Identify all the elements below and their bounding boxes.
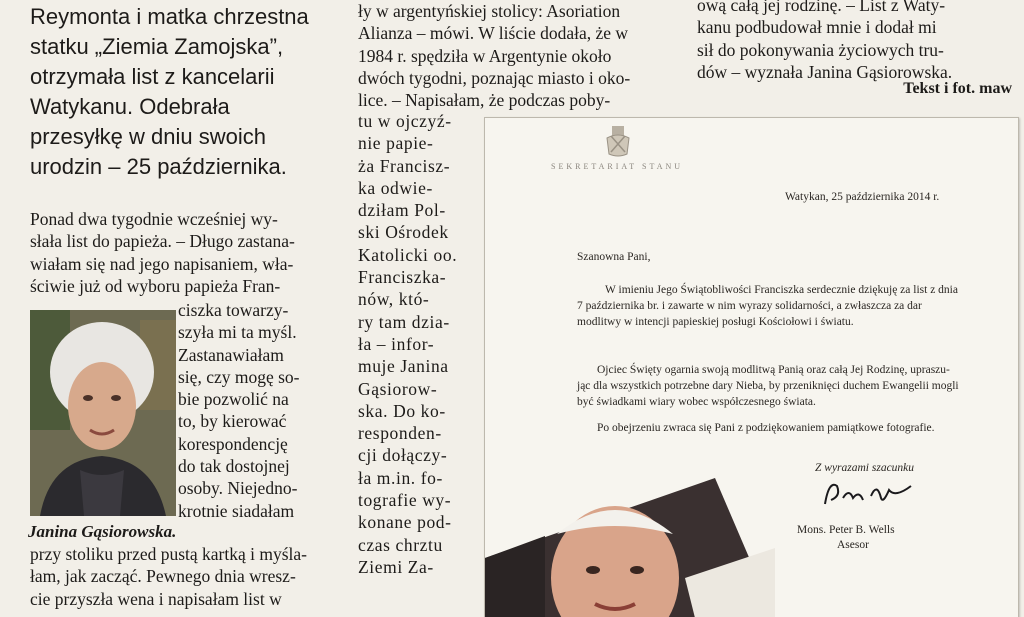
- text-line: do tak dostojnej: [178, 456, 290, 477]
- lead-line: statku „Ziemia Zamojska”,: [30, 34, 284, 59]
- text-line: ciszka towarzy-: [178, 300, 289, 320]
- text-line: korespondencję: [178, 433, 288, 454]
- text-line: słała list do papieża. – Długo zastana-: [30, 231, 295, 252]
- text-line: Ponad dwa tygodnie wcześniej wy-: [30, 209, 278, 229]
- text-line: łam, jak zacząć. Pewnego dnia wresz-: [30, 566, 296, 587]
- text-line: ła – infor-: [358, 333, 435, 354]
- text-line: Zastanawiałam: [178, 344, 284, 365]
- column-2-narrow-text: [358, 110, 470, 578]
- text-line: cie przyszła wena i napisałam list w: [30, 588, 282, 609]
- column-1-narrow-text: [178, 299, 343, 522]
- text-line: to, by kierować: [178, 411, 287, 432]
- lead-paragraph: [30, 2, 335, 182]
- text-line: ka odwie-: [358, 177, 433, 198]
- text-line: Franciszka-: [358, 267, 447, 288]
- lead-line: otrzymała list z kancelarii: [30, 64, 275, 89]
- letter-office: SEKRETARIAT STANU: [551, 162, 684, 171]
- text-line: czas chrztu: [358, 534, 443, 555]
- signature-icon: [819, 476, 919, 512]
- letter-line: 7 października br. i zawarte w nim wyrazy solidarności, a zwłaszcza za dar: [577, 300, 922, 312]
- text-line: tografie wy-: [358, 490, 452, 511]
- text-line: Alianza – mówi. W liście dodała, że w: [358, 23, 629, 44]
- portrait-photo: [30, 310, 176, 516]
- letter-line: jąc dla wszystkich potrzebne dary Nieba, by przeniknięci duchem Ewangelii mogli: [577, 380, 959, 392]
- text-line: Katolicki oo.: [358, 244, 458, 265]
- column-3-text: [697, 0, 1015, 83]
- lead-line: przesyłkę w dniu swoich: [30, 124, 266, 149]
- lead-line: urodzin – 25 października.: [30, 154, 287, 179]
- pope-figure: [485, 478, 775, 617]
- text-line: sił do pokonywania życiowych tru-: [697, 39, 944, 60]
- text-line: dów – wyznała Janina Gąsiorowska.: [697, 61, 953, 82]
- text-line: cji dołączy-: [358, 445, 448, 466]
- text-line: szyła mi ta myśl.: [178, 322, 297, 343]
- text-line: wiałam się nad jego napisaniem, wła-: [30, 253, 294, 274]
- letter-signer: Mons. Peter B. Wells: [797, 524, 895, 536]
- column-2-top-text: [358, 0, 678, 111]
- column-1-text: [30, 208, 342, 297]
- text-line: Ziemi Za-: [358, 556, 434, 577]
- text-line: przy stoliku przed pustą kartką i myśla-: [30, 544, 308, 564]
- letter-closing: Z wyrazami szacunku: [815, 462, 915, 474]
- text-line: ska. Do ko-: [358, 400, 446, 421]
- text-line: ową całą jej rodzinę. – List z Waty-: [697, 0, 946, 15]
- text-line: kanu podbudował mnie i dodał mi: [697, 17, 937, 38]
- text-line: 1984 r. spędziła w Argentynie około: [358, 45, 612, 66]
- vatican-letter: [484, 117, 1019, 617]
- text-line: ski Ośrodek: [358, 222, 449, 243]
- author-credit: Tekst i fot. maw: [903, 80, 1012, 97]
- letter-paragraph-3: Po obejrzeniu zwraca się Pani z podziękowaniem pamiątkowe fotografie.: [597, 422, 935, 434]
- text-line: lice. – Napisałam, że podczas poby-: [358, 90, 611, 111]
- text-line: się, czy mogę so-: [178, 366, 300, 387]
- letter-date: Watykan, 25 października 2014 r.: [785, 191, 940, 203]
- text-line: krotnie siadałam: [178, 500, 295, 521]
- lead-line: Reymonta i matka chrzestna: [30, 4, 309, 29]
- text-line: ła m.in. fo-: [358, 467, 443, 488]
- photo-caption: Janina Gąsiorowska.: [28, 522, 177, 541]
- text-line: Gąsiorow-: [358, 378, 438, 399]
- text-line: responden-: [358, 423, 442, 444]
- text-line: nie papie-: [358, 133, 434, 154]
- text-line: dziłam Pol-: [358, 200, 446, 221]
- text-line: bie pozwolić na: [178, 389, 289, 410]
- lead-line: Watykanu. Odebrała: [30, 94, 230, 119]
- text-line: ściwie już od wyboru papieża Fran-: [30, 275, 281, 296]
- text-line: tu w ojczyź-: [358, 111, 452, 131]
- column-1-bottom-text: [30, 543, 342, 610]
- text-line: nów, któ-: [358, 289, 430, 310]
- papal-crest-icon: [603, 124, 633, 158]
- text-line: muje Janina: [358, 356, 449, 377]
- letter-line: być świadkami wiary wobec współczesnego świata.: [577, 396, 816, 408]
- text-line: dwóch tygodni, poznając miasto i oko-: [358, 67, 631, 88]
- letter-line: W imieniu Jego Świątobliwości Franciszka serdecznie dziękuję za list z dnia: [605, 284, 958, 296]
- text-line: ły w argentyńskiej stolicy: Asoriation: [358, 1, 621, 21]
- letter-salutation: Szanowna Pani,: [577, 251, 651, 263]
- pope-photo: [485, 478, 775, 617]
- text-line: osoby. Niejedno-: [178, 478, 298, 499]
- text-line: ry tam dzia-: [358, 311, 450, 332]
- letter-line: Ojciec Święty ogarnia swoją modlitwą Panią oraz całą Jej Rodzinę, upraszu-: [597, 364, 950, 376]
- letter-signer-title: Asesor: [837, 539, 869, 551]
- text-line: ża Francisz-: [358, 155, 451, 176]
- letter-line: modlitwy w intencji papieskiej posługi Kościołowi i światu.: [577, 316, 854, 328]
- text-line: konane pod-: [358, 512, 452, 533]
- portrait-figure: [30, 310, 176, 516]
